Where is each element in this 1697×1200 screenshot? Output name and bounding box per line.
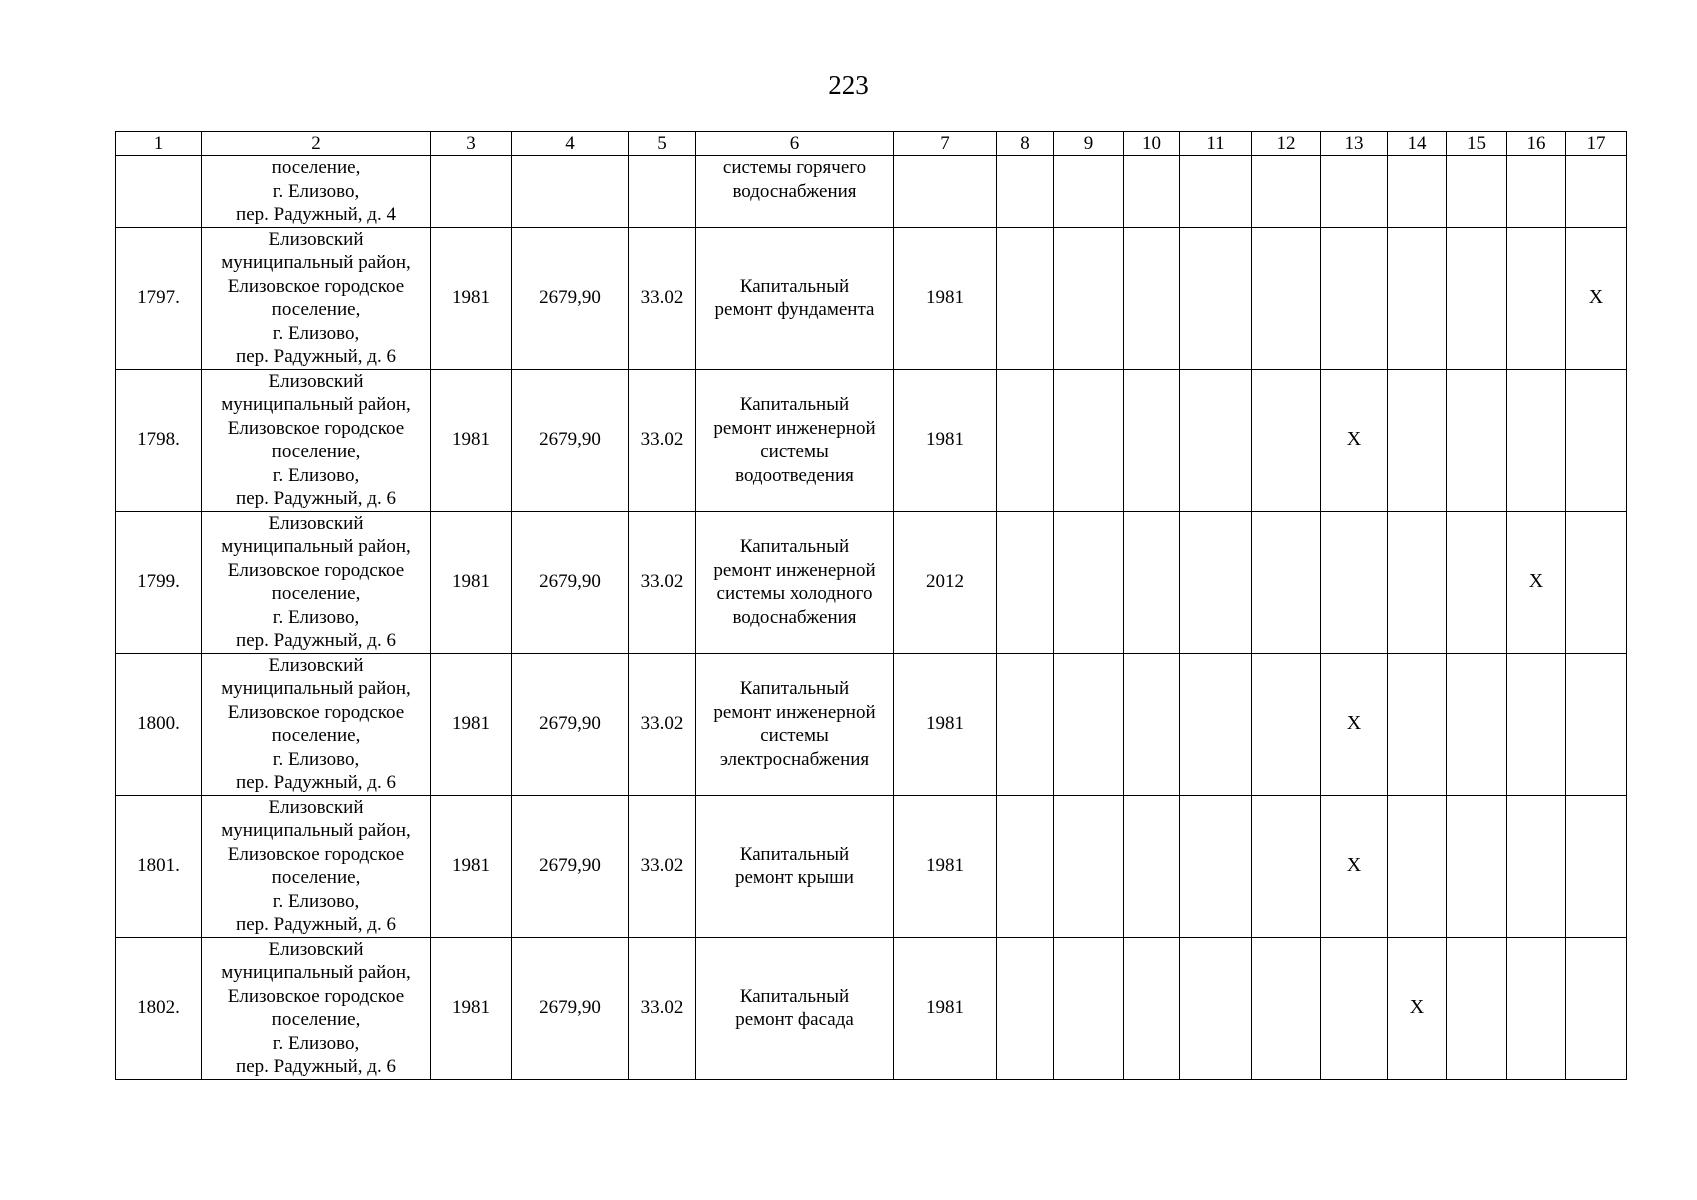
cell-mark-11 [1180, 227, 1252, 369]
cell-mark-12 [1252, 227, 1321, 369]
cell-mark-15 [1447, 511, 1507, 653]
cell-work-year: 2012 [894, 511, 997, 653]
cell-address: Елизовский муниципальный район, Елизовское городское поселение, г. Елизово, пер. Радужный, д. 6 [202, 795, 431, 937]
cell-area [512, 156, 629, 228]
cell-work: Капитальный ремонт инженерной системы холодного водоснабжения [696, 511, 894, 653]
cell-work-year [894, 156, 997, 228]
cell-address: Елизовский муниципальный район, Елизовское городское поселение, г. Елизово, пер. Радужный, д. 6 [202, 511, 431, 653]
header-cell: 8 [997, 132, 1054, 156]
header-cell: 2 [202, 132, 431, 156]
header-cell: 12 [1252, 132, 1321, 156]
header-cell: 13 [1321, 132, 1388, 156]
cell-mark-13: X [1321, 369, 1388, 511]
cell-area: 2679,90 [512, 511, 629, 653]
cell-empty [1507, 156, 1566, 228]
cell-empty [1124, 156, 1180, 228]
cell-code: 33.02 [629, 937, 696, 1079]
cell-code: 33.02 [629, 653, 696, 795]
cell-mark-11 [1180, 653, 1252, 795]
cell-num [116, 156, 202, 228]
cell-mark-10 [1124, 511, 1180, 653]
cell-work-year: 1981 [894, 653, 997, 795]
cell-num: 1798. [116, 369, 202, 511]
header-cell: 16 [1507, 132, 1566, 156]
cell-mark-13 [1321, 511, 1388, 653]
cell-mark-9 [1054, 227, 1124, 369]
table-row [116, 511, 1627, 653]
cell-work: Капитальный ремонт фасада [696, 937, 894, 1079]
cell-mark-16 [1507, 795, 1566, 937]
page-number: 223 [828, 70, 869, 100]
table-row [116, 653, 1627, 795]
table-row [116, 227, 1627, 369]
cell-empty [1180, 156, 1252, 228]
cell-mark-12 [1252, 369, 1321, 511]
cell-mark-16 [1507, 369, 1566, 511]
header-cell: 4 [512, 132, 629, 156]
cell-mark-9 [1054, 653, 1124, 795]
cell-work: Капитальный ремонт инженерной системы водоотведения [696, 369, 894, 511]
cell-work: Капитальный ремонт фундамента [696, 227, 894, 369]
cell-mark-17 [1566, 653, 1627, 795]
cell-mark-10 [1124, 795, 1180, 937]
cell-mark-14 [1388, 227, 1447, 369]
cell-year: 1981 [431, 369, 512, 511]
cell-area: 2679,90 [512, 653, 629, 795]
cell-year: 1981 [431, 795, 512, 937]
header-cell: 5 [629, 132, 696, 156]
cell-work: Капитальный ремонт инженерной системы электроснабжения [696, 653, 894, 795]
cell-empty [1447, 156, 1507, 228]
cell-mark-8 [997, 369, 1054, 511]
cell-mark-12 [1252, 653, 1321, 795]
cell-num: 1799. [116, 511, 202, 653]
cell-mark-13 [1321, 937, 1388, 1079]
header-cell: 11 [1180, 132, 1252, 156]
cell-area: 2679,90 [512, 795, 629, 937]
cell-empty [1321, 156, 1388, 228]
cell-year [431, 156, 512, 228]
cell-code [629, 156, 696, 228]
cell-num: 1802. [116, 937, 202, 1079]
cell-empty [1054, 156, 1124, 228]
cell-mark-8 [997, 511, 1054, 653]
cell-mark-10 [1124, 227, 1180, 369]
cell-mark-13: X [1321, 653, 1388, 795]
cell-work-year: 1981 [894, 937, 997, 1079]
cell-mark-12 [1252, 795, 1321, 937]
cell-mark-9 [1054, 937, 1124, 1079]
cell-year: 1981 [431, 653, 512, 795]
cell-mark-8 [997, 653, 1054, 795]
cell-work: системы горячего водоснабжения [696, 156, 894, 228]
cell-work: Капитальный ремонт крыши [696, 795, 894, 937]
cell-work-year: 1981 [894, 369, 997, 511]
cell-mark-9 [1054, 511, 1124, 653]
cell-address: Елизовский муниципальный район, Елизовское городское поселение, г. Елизово, пер. Радужный, д. 6 [202, 227, 431, 369]
cell-mark-15 [1447, 795, 1507, 937]
cell-mark-17 [1566, 795, 1627, 937]
cell-mark-11 [1180, 795, 1252, 937]
cell-mark-14 [1388, 511, 1447, 653]
cell-area: 2679,90 [512, 227, 629, 369]
cell-empty [1388, 156, 1447, 228]
cell-mark-9 [1054, 369, 1124, 511]
cell-mark-14 [1388, 369, 1447, 511]
cell-mark-16: X [1507, 511, 1566, 653]
cell-mark-11 [1180, 369, 1252, 511]
cell-mark-10 [1124, 369, 1180, 511]
cell-mark-12 [1252, 511, 1321, 653]
cell-address: Елизовский муниципальный район, Елизовское городское поселение, г. Елизово, пер. Радужный, д. 6 [202, 369, 431, 511]
cell-mark-16 [1507, 227, 1566, 369]
header-cell: 9 [1054, 132, 1124, 156]
cell-num: 1800. [116, 653, 202, 795]
cell-mark-10 [1124, 653, 1180, 795]
cell-area: 2679,90 [512, 937, 629, 1079]
header-cell: 17 [1566, 132, 1627, 156]
cell-mark-11 [1180, 937, 1252, 1079]
cell-empty [1566, 156, 1627, 228]
cell-mark-15 [1447, 653, 1507, 795]
cell-code: 33.02 [629, 227, 696, 369]
cell-mark-17 [1566, 937, 1627, 1079]
table-body [116, 132, 1627, 1080]
cell-mark-8 [997, 795, 1054, 937]
cell-year: 1981 [431, 937, 512, 1079]
header-cell: 10 [1124, 132, 1180, 156]
cell-mark-14 [1388, 653, 1447, 795]
table-header-row [116, 132, 1627, 156]
cell-mark-12 [1252, 937, 1321, 1079]
cell-work-year: 1981 [894, 227, 997, 369]
cell-mark-10 [1124, 937, 1180, 1079]
cell-mark-8 [997, 227, 1054, 369]
table-row [116, 369, 1627, 511]
cell-address: Елизовский муниципальный район, Елизовское городское поселение, г. Елизово, пер. Радужный, д. 6 [202, 653, 431, 795]
cell-code: 33.02 [629, 511, 696, 653]
cell-mark-17 [1566, 511, 1627, 653]
header-cell: 15 [1447, 132, 1507, 156]
cell-mark-15 [1447, 227, 1507, 369]
cell-mark-16 [1507, 937, 1566, 1079]
header-cell: 7 [894, 132, 997, 156]
cell-code: 33.02 [629, 795, 696, 937]
cell-code: 33.02 [629, 369, 696, 511]
cell-work-year: 1981 [894, 795, 997, 937]
cell-mark-17: X [1566, 227, 1627, 369]
cell-mark-8 [997, 937, 1054, 1079]
cell-empty [1252, 156, 1321, 228]
cell-address: Елизовский муниципальный район, Елизовское городское поселение, г. Елизово, пер. Радужный, д. 6 [202, 937, 431, 1079]
cell-empty [997, 156, 1054, 228]
cell-num: 1797. [116, 227, 202, 369]
cell-mark-11 [1180, 511, 1252, 653]
cell-num: 1801. [116, 795, 202, 937]
cell-mark-14: X [1388, 937, 1447, 1079]
header-cell: 6 [696, 132, 894, 156]
cell-mark-16 [1507, 653, 1566, 795]
header-cell: 14 [1388, 132, 1447, 156]
capital-repair-table [115, 131, 1627, 1080]
cell-mark-17 [1566, 369, 1627, 511]
continuation-row [116, 156, 1627, 228]
cell-mark-15 [1447, 937, 1507, 1079]
cell-mark-14 [1388, 795, 1447, 937]
cell-mark-15 [1447, 369, 1507, 511]
cell-mark-13 [1321, 227, 1388, 369]
cell-address: поселение, г. Елизово, пер. Радужный, д. 4 [202, 156, 431, 228]
cell-year: 1981 [431, 227, 512, 369]
table-row [116, 937, 1627, 1079]
header-cell: 3 [431, 132, 512, 156]
table-row [116, 795, 1627, 937]
cell-area: 2679,90 [512, 369, 629, 511]
cell-mark-9 [1054, 795, 1124, 937]
cell-year: 1981 [431, 511, 512, 653]
cell-mark-13: X [1321, 795, 1388, 937]
header-cell: 1 [116, 132, 202, 156]
